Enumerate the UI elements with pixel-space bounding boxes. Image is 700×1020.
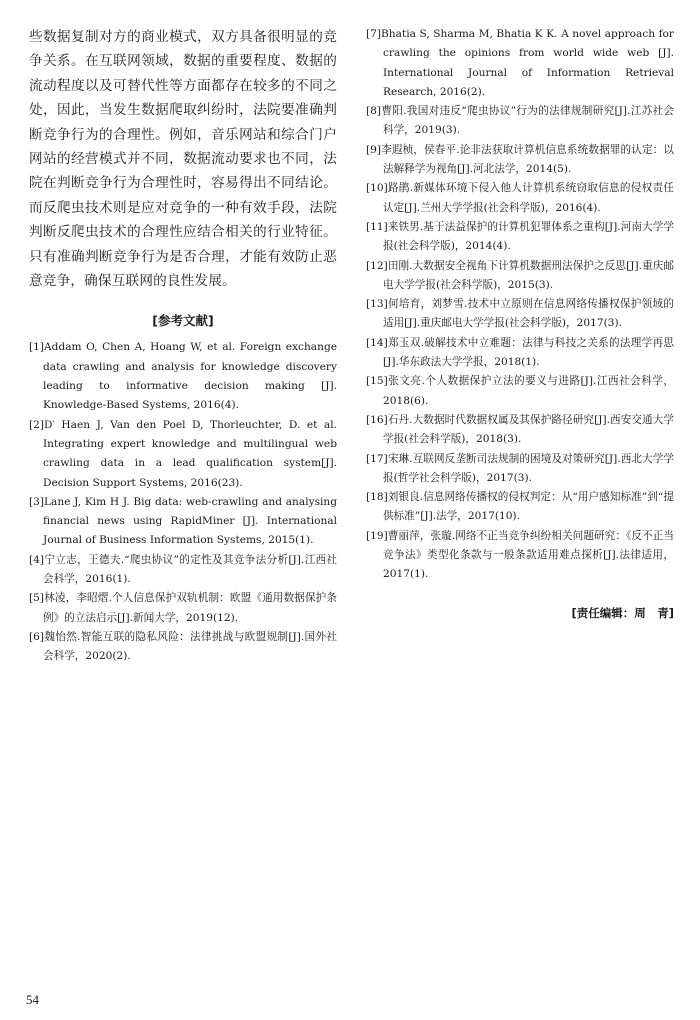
reference-number: [14] (366, 336, 388, 349)
reference-item (366, 450, 674, 489)
reference-item (366, 295, 674, 334)
reference-number: [13] (366, 298, 388, 311)
reference-number: [5] (29, 592, 45, 605)
reference-text: 林凌，李昭熠.个人信息保护双轨机制：欧盟《通用数据保护条例》的立法启示[J].新闻大学，2019(12). (43, 592, 337, 624)
reference-text: 魏怡然.智能互联的隐私风险：法律挑战与欧盟规制[J].国外社会科学，2020(2). (43, 630, 337, 663)
body-paragraph: 些数据复制对方的商业模式，双方具备很明显的竞争关系。在互联网领域，数据的重要程度、数据的流动程度以及可替代性等方面都存在较多的不同之处，因此，当发生数据爬取纠纷时，法院要准确判断竞争行为的合理性。例如，音乐网站和综合门户网站的经营模式并不同，数据流动要求也不同，法院在判断竞争行为合理性时，容易得出不同结论。而反爬虫技术则是应对竞争的一种有效手段，法院判断反爬虫技术的合理性应结合相关的行业特征。只有准确判断竞争行为是否合理，才能有效防止恶意竞争，确保互联网的良性发展。 (29, 29, 337, 290)
reference-text: Lane J, Kim H J. Big data: web-crawling and analysing financial news using RapidMiner [J]. International Journal of Business Information Systems, 2015(1). (43, 495, 337, 547)
reference-item (366, 257, 674, 296)
reference-number: [7] (366, 28, 382, 40)
reference-text: Addam O, Chen A, Hoang W, et al. Foreign exchange data crawling and analysis for knowledge discovery leading to informative decision making [J]. Knowledge-Based Systems, 2016(4). (43, 341, 337, 412)
references-heading: [参考文献] (152, 313, 214, 329)
reference-item (29, 493, 337, 551)
reference-item (366, 488, 674, 527)
reference-text: 曹丽萍，张璇.网络不正当竞争纠纷相关问题研究：《反不正当竞争法》类型化条款与一般条款适用难点探析[J].法律适用，2017(1). (383, 529, 674, 581)
reference-item (366, 372, 674, 411)
reference-item (366, 334, 674, 373)
reference-text: 宁立志，王德夫.“爬虫协议”的定性及其竞争法分析[J].江西社会科学，2016(1). (43, 553, 337, 586)
reference-list-left (29, 338, 337, 666)
page-number: 54 (26, 992, 39, 1007)
reference-number: [8] (366, 105, 382, 118)
reference-number: [1] (29, 341, 45, 354)
reference-text: 来铁男.基于法益保护的计算机犯罪体系之重构[J].河南大学学报(社会科学版)，2014(4). (383, 220, 674, 253)
reference-text: 刘银良.信息网络传播权的侵权判定：从“用户感知标准”到“提供标准”[J].法学，2017(10). (383, 491, 674, 523)
responsible-editor: [责任编辑：周 青] (571, 606, 674, 620)
reference-text: 宋琳.互联网反垄断司法规制的困境及对策研究[J].西北大学学报(哲学社会科学版)，2017(3). (383, 452, 674, 484)
reference-item (366, 218, 674, 257)
reference-number: [16] (366, 413, 388, 426)
reference-number: [2] (29, 418, 45, 431)
reference-item (366, 102, 674, 141)
reference-item (366, 141, 674, 180)
reference-item (29, 628, 337, 667)
reference-item (366, 527, 674, 585)
reference-item (29, 416, 337, 493)
reference-text: 石丹.大数据时代数据权属及其保护路径研究[J].西安交通大学学报(社会科学版)，2018(3). (383, 413, 674, 446)
reference-text: 路鹃.新媒体环境下侵入他人计算机系统窃取信息的侵权责任认定[J].兰州大学学报(社会科学版)，2016(4). (383, 182, 674, 214)
reference-item (366, 179, 674, 218)
reference-number: [19] (366, 529, 388, 542)
reference-text: 何培育，刘梦雪.技术中立原则在信息网络传播权保护领域的适用[J].重庆邮电大学学报(社会科学版)，2017(3). (383, 298, 674, 330)
reference-item (29, 551, 337, 590)
reference-item (366, 411, 674, 450)
reference-number: [10] (366, 182, 388, 195)
reference-list-right (366, 0, 674, 585)
reference-number: [9] (366, 143, 382, 156)
reference-text: 郑玉双.破解技术中立难题：法律与科技之关系的法理学再思[J].华东政法大学学报，2018(1). (383, 336, 674, 369)
left-column (29, 0, 337, 667)
reference-item (366, 25, 674, 102)
reference-item (29, 589, 337, 628)
reference-number: [6] (29, 630, 45, 643)
reference-number: [3] (29, 495, 45, 508)
reference-number: [17] (366, 452, 388, 465)
reference-number: [11] (366, 220, 388, 233)
reference-item (29, 338, 337, 415)
reference-text: D′ Haen J, Van den Poel D, Thorleuchter, D. et al. Integrating expert knowledge and multilingual web crawling data in a lead qualification system[J]. Decision Support Systems, 2016(23). (43, 418, 337, 489)
reference-number: [15] (366, 375, 388, 388)
reference-text: 李遐桢，侯春平.论非法获取计算机信息系统数据罪的认定：以法解释学为视角[J].河北法学，2014(5). (381, 143, 674, 176)
reference-text: 田刚.大数据安全视角下计算机数据刑法保护之反思[J].重庆邮电大学学报(社会科学版)，2015(3). (383, 259, 674, 291)
reference-text: 张文亮.个人数据保护立法的要义与进路[J].江西社会科学，2018(6). (383, 375, 674, 407)
reference-number: [18] (366, 491, 388, 504)
reference-text: 曹阳.我国对违反“爬虫协议”行为的法律规制研究[J].江苏社会科学，2019(3). (381, 105, 674, 137)
reference-number: [4] (29, 553, 45, 566)
reference-text: Bhatia S, Sharma M, Bhatia K K. A novel approach for crawling the opinions from world wide web [J]. International Journal of Information Retrieval Research, 2016(2). (381, 28, 674, 98)
right-column (366, 0, 674, 585)
reference-number: [12] (366, 259, 388, 272)
